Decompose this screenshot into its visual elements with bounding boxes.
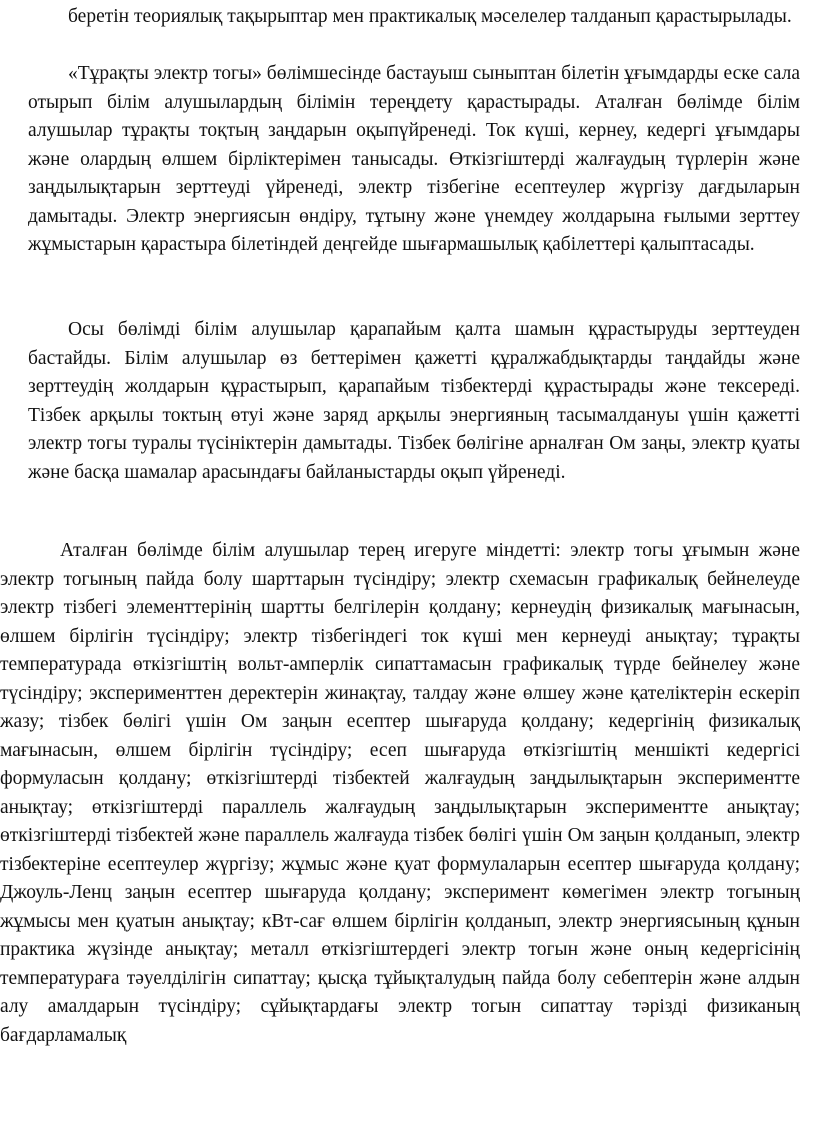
paragraph-direct-current: «Тұрақты электр тогы» бөлімшесінде бастауыш сыныптан білетін ұғымдарды еске сала отырып білім алушылардың білімін тереңдету қарастырады. Аталған бөлімде білім алушылар тұрақты тоқтың заңдарын оқыпүйренеді. Ток күші, кернеу, кедергі ұғымдары және олардың өлшем бірліктерімен танысады. Өткізгіштерді жалғаудың түрлерін және заңдылықтарын зерттеуді үйренеді, электр тізбегіне есептеулер жүргізу дағдыларын дамытады. Электр энергиясын өндіру, тұтыну және үнемдеу жолдарына ғылыми зерттеу жұмыстарын қарастыра білетіндей деңгейде шығармашылық қабілеттері қалыптасады. [28, 63, 800, 255]
paragraph-learning-outcomes: Аталған бөлімде білім алушылар терең игеруге міндетті: электр тогы ұғымын және электр тогының пайда болу шарттарын түсіндіру; электр схемасын графикалық бейнелеуде электр тізбегі элементтерінің шартты белгілерін қолдану; кернеудің физикалық мағынасын, өлшем бірлігін түсіндіру; электр тізбегіндегі ток күші мен кернеуді анықтау; тұрақты температурада өткізгіштің вольт-амперлік сипаттамасын графикалық түрде бейнелеу және түсіндіру; эксперименттен деректерін жинақтау, талдау және өлшеу және қателіктерін ескеріп жазу; тізбек бөлігі үшін Ом заңын есептер шығаруда қолдану; кедергінің физикалық мағынасын, өлшем бірлігін түсіндіру; есеп шығаруда өткізгіштің меншікті кедергісі формуласын қолдану; өткізгіштерді тізбектей жалғаудың заңдылықтарын экспериментте анықтау; өткізгіштерді параллель жалғаудың заңдылықтарын экспериментте анықтау; өткізгіштерді тізбектей және параллель жалғауда тізбек бөлігі үшін Ом заңын қолданып, электр тізбектеріне есептеулер жүргізу; жұмыс және қуат формулаларын есептер шығаруда қолдану; Джоуль-Ленц заңын есептер шығаруда қолдану; эксперимент көмегімен электр тогының жұмысы мен қуатын анықтау; кВт-сағ өлшем бірлігін қолданып, электр энергиясының құнын практика жүзінде анықтау; металл өткізгіштердегі электр тогын және оның кедергісінің температураға тәуелділігін сипаттау; қысқа тұйықталудың пайда болу себептерін және алдын алу амалдарын түсіндіру; сұйықтардағы электр тогын сипаттау тәрізді физиканың бағдарламалық [0, 540, 800, 1046]
paragraph-simple-circuits: Осы бөлімді білім алушылар қарапайым қалта шамын құрастыруды зерттеуден бастайды. Білім алушылар өз беттерімен қажетті құралжабдықтарды таңдайды және зерттеудің жолдарын құрастырып, қарапайым тізбектерді құрастырады және тексереді. Тізбек арқылы токтың өтуі және заряд арқылы энергияның тасымалдануы үшін қажетті электр тогы туралы түсініктерін дамытады. Тізбек бөлігіне арналған Ом заңы, электр қуаты және басқа шамалар арасындағы байланыстарды оқып үйренеді. [28, 319, 800, 483]
paragraph-continuation: беретін теориялық тақырыптар мен практикалық мәселелер талданып қарастырылады. [68, 6, 792, 27]
